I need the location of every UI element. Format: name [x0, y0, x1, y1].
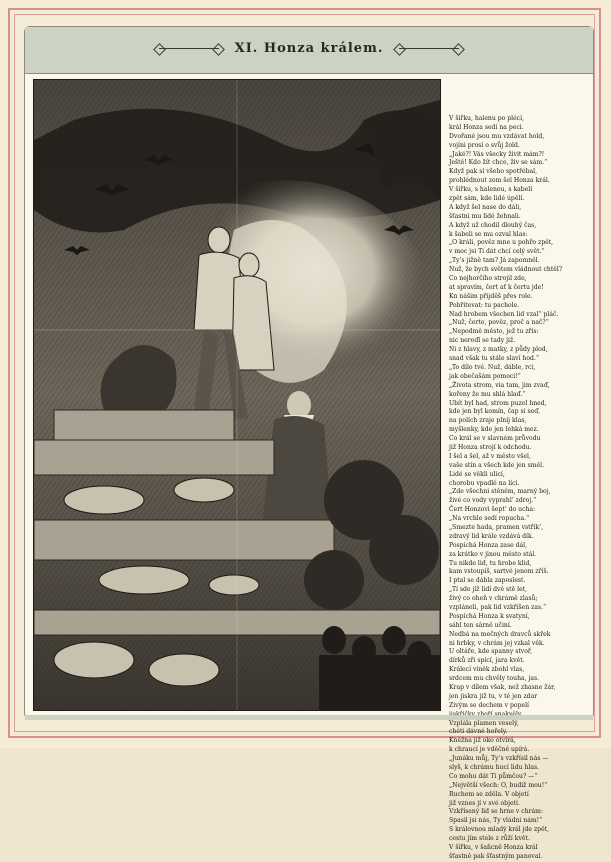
- poem-line: Lidé se věkli ulicí,: [449, 470, 505, 478]
- poem-line: „Nepodmě město, jež tu zřís:: [449, 328, 539, 336]
- poem-line: Nuž, že bych světem vládnout chtěl?: [449, 266, 563, 274]
- poem-line: „Smezte hada, pramen vstřík’,: [449, 523, 544, 531]
- engraving-illustration: [33, 79, 441, 711]
- content-panel: [24, 26, 594, 860]
- poem-line: chéti dávné hořely.: [449, 728, 508, 736]
- poem-line: Králecí víněk zbohl vlas,: [449, 666, 525, 674]
- poem-line: Pobřitevat: tu pachole.: [449, 301, 520, 309]
- poem-line: král Honza sedí na peci.: [449, 123, 524, 131]
- poem-line: Zivým se dechem v popelí: [449, 701, 529, 709]
- poem-line: „Největší všech: O, budiž mou!“: [449, 781, 548, 789]
- poem-line: A když šel nase do dáli,: [449, 203, 522, 211]
- poem-line: kořeny že mu shlá hlaď.“: [449, 390, 526, 398]
- poem-line: „Života strom, via tam, jim zvaď,: [449, 381, 550, 389]
- poem-line: Ruchem se zděla. V objetí: [449, 790, 529, 798]
- poem-line: vaše stín a všech kde jen smél.: [449, 461, 545, 469]
- poem-line: dírků zři spící, jara květ.: [449, 657, 525, 665]
- poem-line: Vzplála plamen veselý,: [449, 719, 519, 727]
- right-ornament-icon: [399, 48, 459, 49]
- poem-line: I ptal se dábla zaposlest.: [449, 577, 526, 585]
- poem-line: A když už chodil dlouhý čas,: [449, 221, 537, 229]
- poem-line: „Ty’s jižně tam? Já zapomněl.: [449, 257, 540, 265]
- bottom-strip: [25, 715, 593, 720]
- poem-line: Spasil jsi nás, Ty vládni nám!“: [449, 817, 543, 825]
- poem-line: V šířku, v šaňcně Honza král: [449, 844, 538, 852]
- poem-line: sáhl ten sárně učiní.: [449, 621, 512, 629]
- engraving-icon: [34, 80, 440, 710]
- poem-line: Vzkřísený lid se hrne v chrám:: [449, 808, 544, 816]
- poem-line: Co mohu dát Ti půmčou? —“: [449, 772, 538, 780]
- poem-line: Kn nášim přijděš přes role.: [449, 292, 533, 300]
- title-band: [25, 27, 593, 74]
- poem-line: „Na vrchle sedí ropucha.“: [449, 515, 530, 523]
- poem-line: „Nuž, čerte, pověz, proč a nač?“: [449, 319, 549, 327]
- poem-line: již vznes jí v své objetí.: [449, 799, 520, 807]
- poem-line: Ještě! Kdo žít chce, živ se sám.“: [449, 159, 548, 167]
- poem-line: Co nejhorčího strojil zde,: [449, 275, 527, 283]
- poem-line: at spravím, čert ať k čertu jde!: [449, 283, 544, 291]
- poem-line: vojíni prosí o svůj žold.: [449, 141, 520, 149]
- poem-line: jen jiskra již tu, v té jen zdar: [449, 692, 538, 700]
- poem-line: jak obečašám pomoci!“: [449, 372, 521, 380]
- chapter-title: [25, 41, 593, 56]
- poem-line: V šířku, s halenou, s kabelí: [449, 186, 533, 194]
- poem-line: šťastni mu lidé žehnali.: [449, 212, 521, 220]
- poem-line: „Junáku můj, Ty’s vzkřísil nás —: [449, 755, 549, 763]
- poem-line: živý co oheň v chrámě zlasů;: [449, 595, 538, 603]
- poem-line: Čert Honzovi šept’ do ucha:: [449, 506, 536, 514]
- poem-line: snad však tu stále slaví hod.“: [449, 355, 539, 363]
- poem-line: Ni z hlavy, z matky, z půdy plod,: [449, 346, 548, 354]
- poem-line: nic neroďí se tady již.: [449, 337, 516, 345]
- left-ornament-icon: [159, 48, 219, 49]
- poem-line: za krátko v jinou město stál.: [449, 550, 537, 558]
- chapter-title-text: XI. Honza králem.: [234, 41, 384, 56]
- poem-line: ni hrbky, v chrám jej vzkal věk.: [449, 639, 545, 647]
- poem-line: Kněžna již oko otvírá,: [449, 737, 516, 745]
- poem-line: Nad hrobem všechen lid vzal“ pláč.: [449, 310, 559, 318]
- poem-line: zpět sám, kde lidé úpělí.: [449, 195, 525, 203]
- poem-line: Pospíchá Honza zase dál,: [449, 541, 528, 549]
- poem-line: kam vstoupíš, sartvé jenom zříš.: [449, 568, 549, 576]
- poem-line: S královnou mladý král jde zpět,: [449, 826, 550, 834]
- poem-line: chorobu vpadlé na líci.: [449, 479, 520, 487]
- poem-column: [449, 115, 589, 860]
- poem-line: slyš, k chrámu hucí lidu hlas.: [449, 764, 540, 772]
- poem-line: cestu jím stele z růží květ.: [449, 835, 530, 843]
- poem-line: vzpláneli, pak lid vzkříšen zas.“: [449, 603, 547, 611]
- poem-line: srdcem mu chvěly touha, jas.: [449, 675, 540, 683]
- poem-line: Nedbá na mečných dravců skřek: [449, 630, 551, 638]
- poem-line: živé co vody vyprahl’ zdroj.“: [449, 497, 537, 505]
- poem-line: v moc jsi Ti dát chcí celý svět.“: [449, 248, 545, 256]
- poem-line: Dvořané jsou mu vzdávat hold,: [449, 132, 545, 140]
- poem-line: U oltáře, kde spanny stvoř,: [449, 648, 533, 656]
- poem-line: „To dílo tvé. Nuž, dáble, rci,: [449, 363, 536, 371]
- poem-line: na polích zraje plnij klas,: [449, 417, 527, 425]
- poem-line: „O králi, pověz mne u pohřo zpět,: [449, 239, 554, 247]
- poem-line: kde jen byl komín, čap si seď,: [449, 408, 541, 416]
- poem-line: Tu nikde lid, tu hrobe klid,: [449, 559, 532, 567]
- poem-line: V šířku, halenu po plécí,: [449, 115, 524, 122]
- poem-line: Krap v dílem však, než zhasne žár,: [449, 684, 556, 691]
- poem-line: „Tí sde jíž lidí dvě stě let,: [449, 586, 528, 594]
- poem-line: prohlédnout zem šel Honza král.: [449, 177, 550, 185]
- poem-line: zdravý lid krále vzdává dík.: [449, 532, 534, 540]
- poem-line: Co král se v slavném průvodu: [449, 435, 541, 443]
- poem-line: myšlenky, kde jen lehká mez.: [449, 426, 539, 434]
- poem-line: „Zde všechni stěněm, marný boj,: [449, 488, 551, 496]
- poem-line: k šabeli se mu ozval hlas:: [449, 230, 528, 238]
- poem-line: Ubít byl had, strom puzel hned,: [449, 399, 547, 407]
- poem-line: Když pak si všeho spotřébal,: [449, 168, 538, 176]
- poem-line: již Honza strojí k odchodu.: [449, 443, 532, 451]
- poem-line: I šel a šel, až v město všel,: [449, 452, 531, 460]
- poem-line: šťastně pak šťastným panoval.: [449, 852, 543, 860]
- poem-line: Pospíchá Honza k svatyní,: [449, 612, 530, 620]
- poem-line: „Jaké?! Vás všecky živit mám?!: [449, 150, 545, 158]
- poem-line: k chraucí je vděčně upírá.: [449, 746, 530, 754]
